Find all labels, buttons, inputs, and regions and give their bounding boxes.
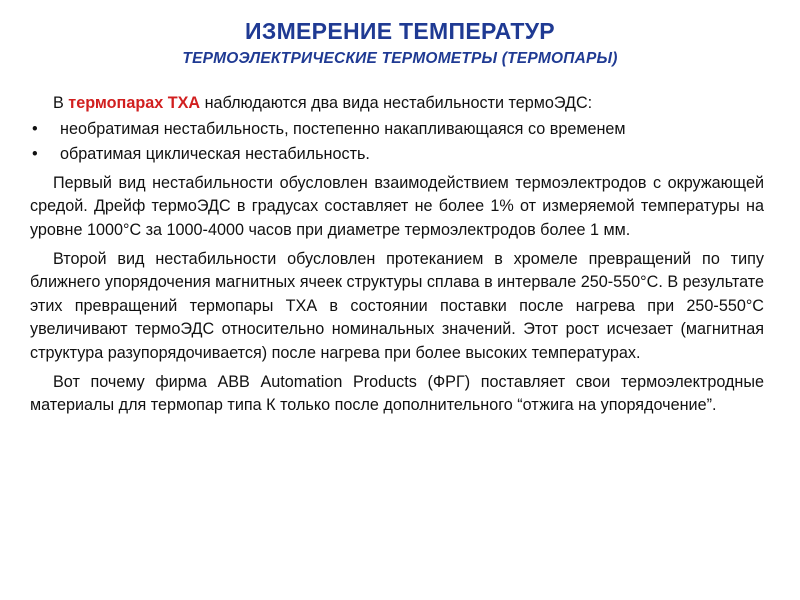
bullet-item <box>30 118 764 142</box>
bullet-item <box>30 143 764 167</box>
intro-prefix: В <box>53 94 69 112</box>
paragraph-second-instability: Второй вид нестабильности обусловлен протеканием в хромеле превращений по типу ближнего упорядочения магнитных ячеек структуры сплава в интервале 250-550°С. В результате этих превращений термопары ТХА в состоянии поставки после нагрева при 250-550°С увеличивают термоЭДС относительно номинальных значений. Этот рост исчезает (магнитная структура разупорядочивается) после нагрева при более высоких температурах. <box>30 249 764 362</box>
bullet-icon: • <box>32 145 38 164</box>
slide-subtitle: ТЕРМОЭЛЕКТРИЧЕСКИЕ ТЕРМОМЕТРЫ (ТЕРМОПАРЫ) <box>182 50 618 67</box>
bullet-text: обратимая циклическая нестабильность. <box>60 145 370 164</box>
bullet-text: необратимая нестабильность, постепенно накапливающаяся со временем <box>60 119 626 138</box>
intro-line <box>30 92 764 116</box>
slide-body <box>30 92 764 418</box>
intro-highlight: термопарах ТХА <box>68 94 201 112</box>
intro-suffix: наблюдаются два вида нестабильности термоЭДС: <box>200 94 593 112</box>
slide-title: ИЗМЕРЕНИЕ ТЕМПЕРАТУР <box>245 18 555 44</box>
bullet-icon: • <box>32 119 38 138</box>
paragraph-abb-annealing: Вот почему фирма АВВ Automation Products (ФРГ) поставляет свои термоэлектродные материалы для термопар типа К только после дополнительного “отжига на упорядочение”. <box>30 372 764 415</box>
paragraph-first-instability: Первый вид нестабильности обусловлен взаимодействием термоэлектродов с окружающей средой. Дрейф термоЭДС в градусах составляет не более 1% от измеряемой температуры на уровне 1000°С за 1000-4000 часов при диаметре термоэлектродов более 1 мм. <box>30 173 764 239</box>
